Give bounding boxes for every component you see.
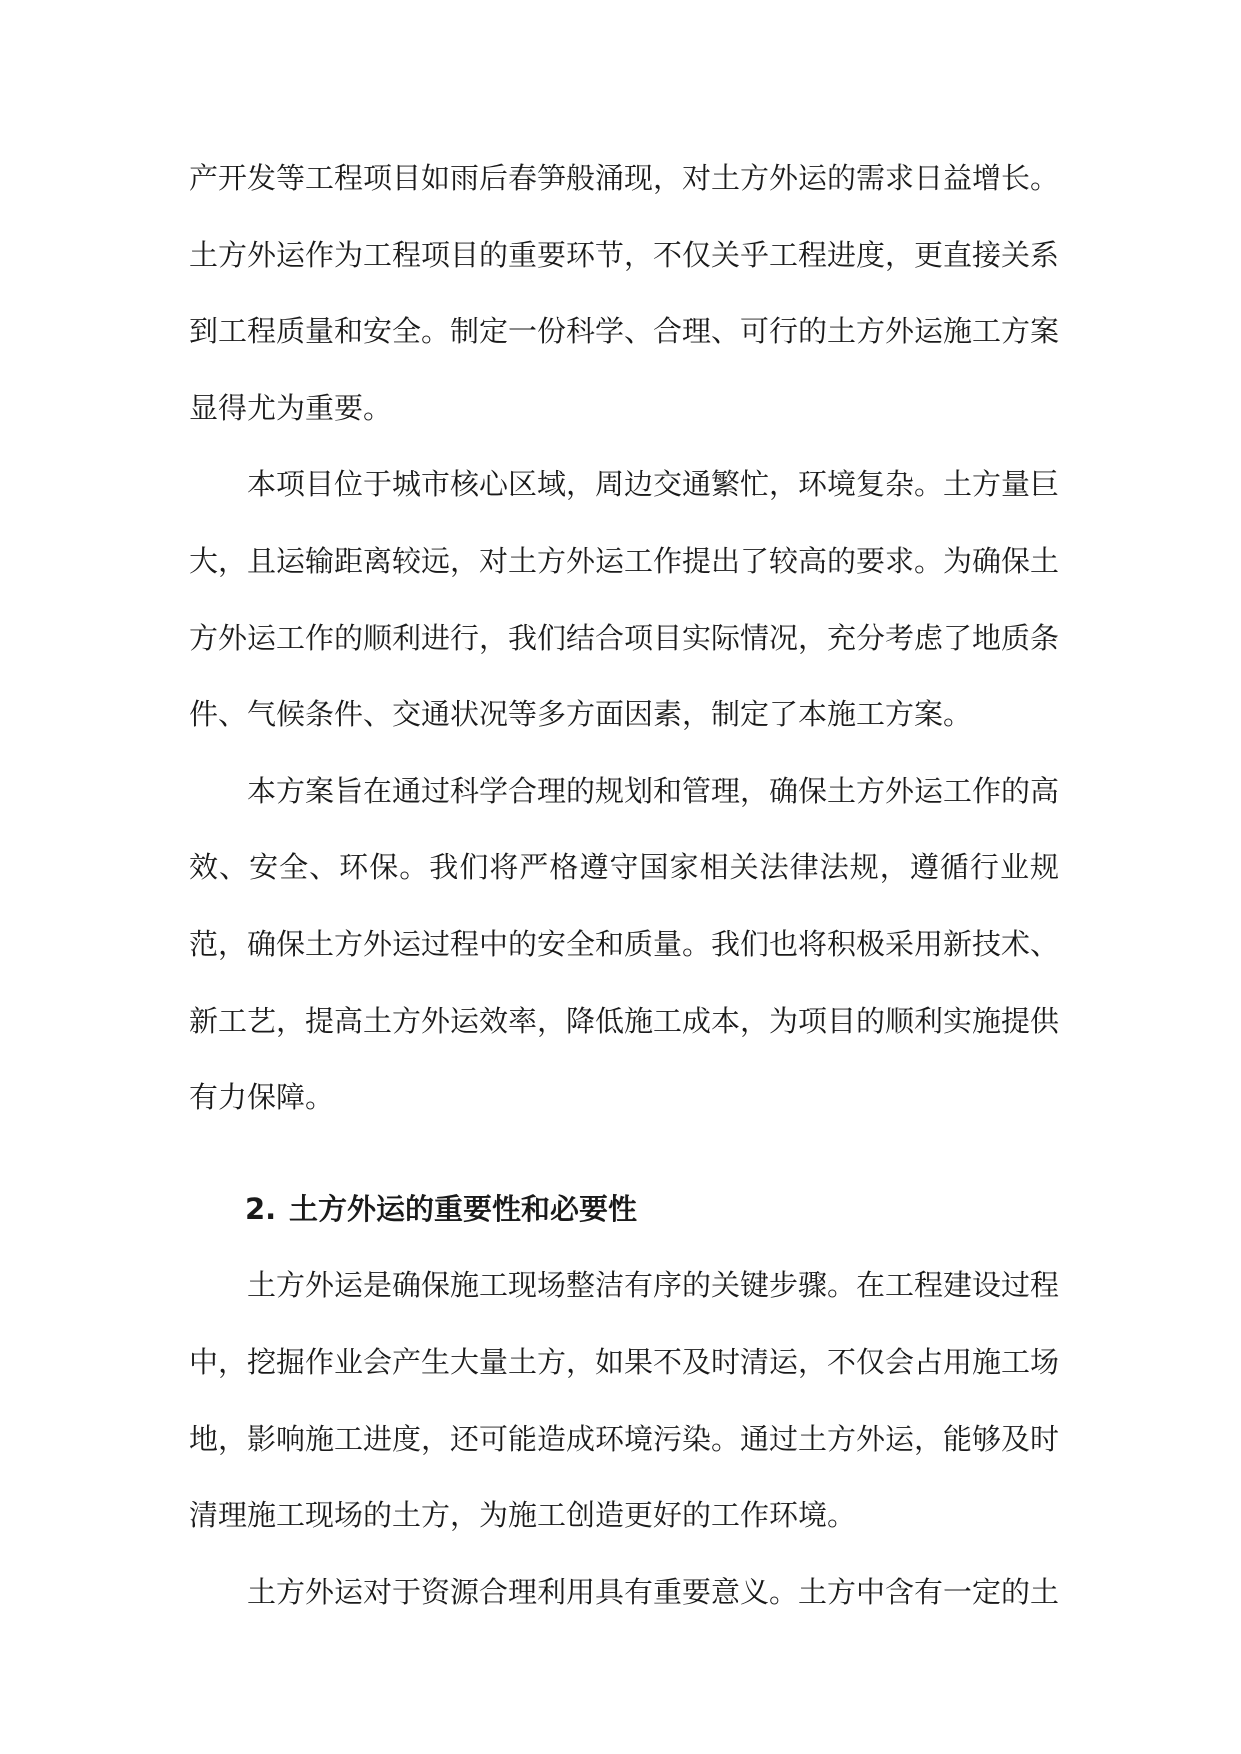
document-body bbox=[189, 140, 1059, 1630]
paragraph-4: 土方外运是确保施工现场整洁有序的关键步骤。在工程建设过程中，挖掘作业会产生大量土方，如果不及时清运，不仅会占用施工场地，影响施工进度，还可能造成环境污染。通过土方外运，能够及时清理施工现场的土方，为施工创造更好的工作环境。 bbox=[189, 1268, 1060, 1533]
section-title: 土方外运的重要性和必要性 bbox=[289, 1191, 638, 1226]
section-heading bbox=[189, 1171, 1059, 1248]
paragraph-1: 产开发等工程项目如雨后春笋般涌现，对土方外运的需求日益增长。土方外运作为工程项目的重要环节，不仅关乎工程进度，更直接关系到工程质量和安全。制定一份科学、合理、可行的土方外运施工方案显得尤为重要。 bbox=[189, 161, 1060, 425]
paragraph-5: 土方外运对于资源合理利用具有重要意义。土方中含有一定的土 bbox=[247, 1574, 1060, 1609]
paragraph-2: 本项目位于城市核心区域，周边交通繁忙，环境复杂。土方量巨大，且运输距离较远，对土方外运工作提出了较高的要求。为确保土方外运工作的顺利进行，我们结合项目实际情况，充分考虑了地质条件、气候条件、交通状况等多方面因素，制定了本施工方案。 bbox=[189, 467, 1060, 732]
section-number: 2. bbox=[245, 1191, 277, 1226]
paragraph-3: 本方案旨在通过科学合理的规划和管理，确保土方外运工作的高效、安全、环保。我们将严格遵守国家相关法律法规，遵循行业规范，确保土方外运过程中的安全和质量。我们也将积极采用新技术、新工艺，提高土方外运效率，降低施工成本，为项目的顺利实施提供有力保障。 bbox=[189, 773, 1060, 1115]
